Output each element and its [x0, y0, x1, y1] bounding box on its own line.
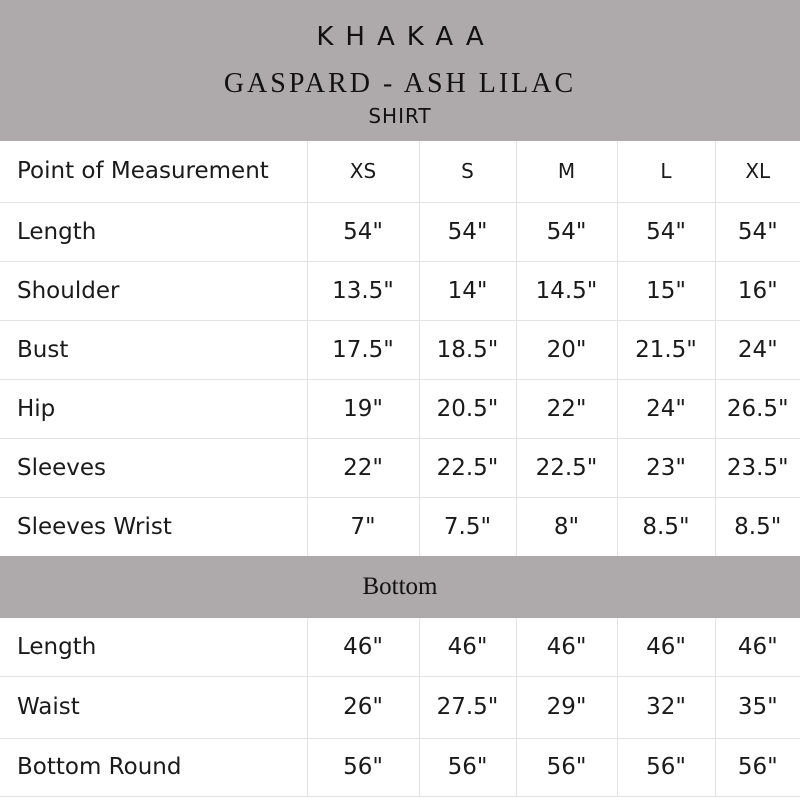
table-cell: 56" — [516, 738, 617, 796]
table-cell: 21.5" — [617, 320, 715, 379]
table-row — [0, 438, 800, 497]
table-cell: 8.5" — [617, 497, 715, 556]
table-cell: 54" — [307, 202, 419, 261]
row-label: Bust — [0, 320, 307, 379]
table-cell: 8" — [516, 497, 617, 556]
column-header: XL — [715, 141, 800, 202]
bottom-size-table — [0, 618, 800, 797]
table-cell: 26.5" — [715, 379, 800, 438]
table-cell: 23.5" — [715, 438, 800, 497]
table-row — [0, 202, 800, 261]
table-cell: 24" — [617, 379, 715, 438]
table-cell: 14.5" — [516, 261, 617, 320]
table-cell: 22" — [307, 438, 419, 497]
table-row — [0, 497, 800, 556]
table-cell: 35" — [715, 676, 800, 738]
column-header: M — [516, 141, 617, 202]
bottom-section-title: Bottom — [362, 573, 438, 600]
row-label: Bottom Round — [0, 738, 307, 796]
column-header: L — [617, 141, 715, 202]
table-cell: 56" — [617, 738, 715, 796]
bottom-section-banner — [0, 556, 800, 618]
table-cell: 17.5" — [307, 320, 419, 379]
table-cell: 56" — [715, 738, 800, 796]
table-cell: 32" — [617, 676, 715, 738]
table-row — [0, 320, 800, 379]
table-cell: 54" — [516, 202, 617, 261]
row-label: Length — [0, 618, 307, 676]
table-cell: 22.5" — [419, 438, 516, 497]
shirt-size-table — [0, 141, 800, 557]
table-row — [0, 676, 800, 738]
brand-logo: KHAKAA — [316, 22, 496, 52]
table-cell: 27.5" — [419, 676, 516, 738]
table-cell: 46" — [516, 618, 617, 676]
table-cell: 19" — [307, 379, 419, 438]
table-cell: 23" — [617, 438, 715, 497]
table-cell: 46" — [419, 618, 516, 676]
row-label: Shoulder — [0, 261, 307, 320]
table-row — [0, 379, 800, 438]
column-header: XS — [307, 141, 419, 202]
table-header-row — [0, 141, 800, 202]
table-cell: 15" — [617, 261, 715, 320]
table-cell: 29" — [516, 676, 617, 738]
table-cell: 26" — [307, 676, 419, 738]
table-cell: 14" — [419, 261, 516, 320]
row-label: Sleeves — [0, 438, 307, 497]
category-label: SHIRT — [368, 104, 432, 128]
table-cell: 54" — [617, 202, 715, 261]
table-cell: 22.5" — [516, 438, 617, 497]
table-cell: 7" — [307, 497, 419, 556]
table-cell: 7.5" — [419, 497, 516, 556]
table-cell: 56" — [307, 738, 419, 796]
table-cell: 46" — [307, 618, 419, 676]
column-header: S — [419, 141, 516, 202]
table-cell: 13.5" — [307, 261, 419, 320]
table-cell: 8.5" — [715, 497, 800, 556]
row-label: Waist — [0, 676, 307, 738]
table-row — [0, 618, 800, 676]
row-label: Hip — [0, 379, 307, 438]
table-row — [0, 738, 800, 796]
row-label: Length — [0, 202, 307, 261]
table-cell: 22" — [516, 379, 617, 438]
table-cell: 24" — [715, 320, 800, 379]
table-cell: 54" — [715, 202, 800, 261]
table-cell: 18.5" — [419, 320, 516, 379]
table-row — [0, 261, 800, 320]
table-cell: 46" — [715, 618, 800, 676]
table-cell: 16" — [715, 261, 800, 320]
column-header: Point of Measurement — [0, 141, 307, 202]
row-label: Sleeves Wrist — [0, 497, 307, 556]
product-title: GASPARD - ASH LILAC — [223, 68, 577, 99]
table-cell: 54" — [419, 202, 516, 261]
table-cell: 56" — [419, 738, 516, 796]
header-banner — [0, 0, 800, 141]
table-cell: 46" — [617, 618, 715, 676]
table-cell: 20.5" — [419, 379, 516, 438]
table-cell: 20" — [516, 320, 617, 379]
